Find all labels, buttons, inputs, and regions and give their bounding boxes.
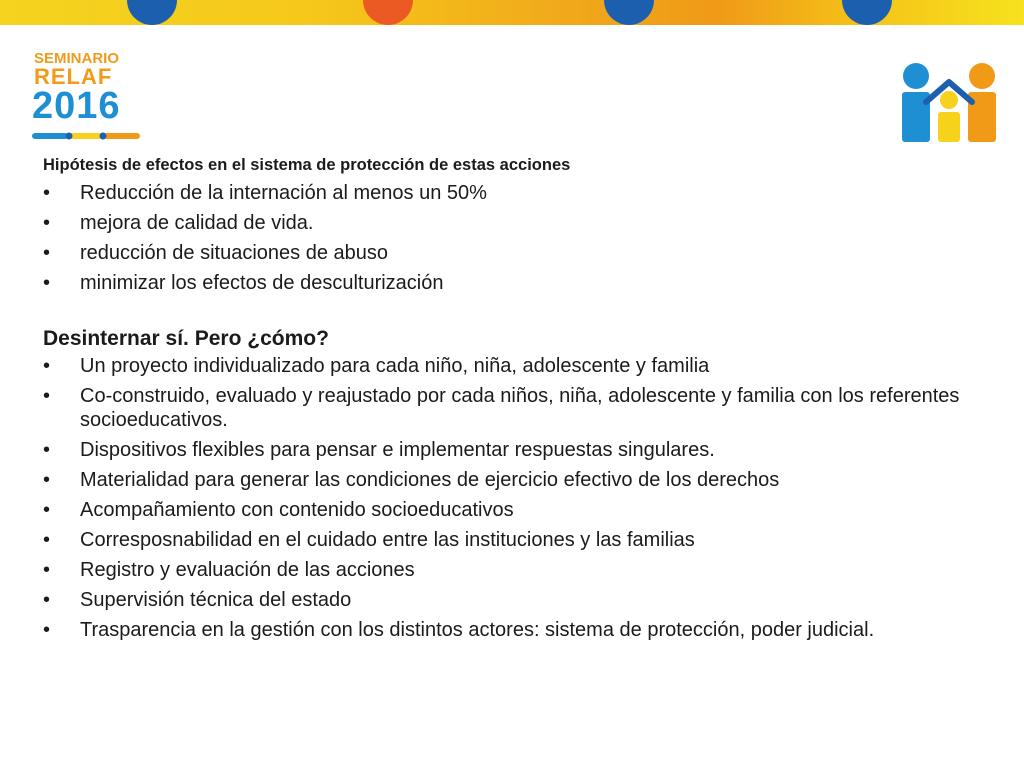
bullet: • — [43, 182, 51, 204]
logo-line-year: 2016 — [32, 85, 121, 127]
list-item — [43, 241, 978, 265]
list-item-text: Materialidad para generar las condiciones de ejercicio efectivo de los derechos — [80, 469, 780, 491]
list-item-text: Registro y evaluación de las acciones — [80, 559, 415, 581]
bullet: • — [43, 589, 51, 611]
list-item-text: Co-construido, evaluado y reajustado por cada niños, niña, adolescente y familia con los referentes socioeducativos. — [80, 385, 960, 431]
list-item-text: Un proyecto individualizado para cada niño, niña, adolescente y familia — [80, 355, 710, 377]
section-heading: Desinternar sí. Pero ¿cómo? — [43, 327, 329, 350]
list-item-text: Trasparencia en la gestión con los distintos actores: sistema de protección, poder judicial. — [80, 619, 875, 641]
bullet: • — [43, 469, 51, 491]
subtitle: Hipótesis de efectos en el sistema de protección de estas acciones — [43, 156, 571, 174]
list-item — [43, 384, 978, 432]
slide-content — [43, 156, 978, 648]
list-item-text: Acompañamiento con contenido socioeducativos — [80, 499, 514, 521]
bullet: • — [43, 439, 51, 461]
bullet: • — [43, 529, 51, 551]
hypothesis-list — [43, 181, 978, 295]
list-item — [43, 211, 978, 235]
bullet: • — [43, 619, 51, 641]
list-item-text: Reducción de la internación al menos un 50% — [80, 182, 487, 204]
bullet: • — [43, 242, 51, 264]
list-item-text: Supervisión técnica del estado — [80, 589, 352, 611]
family-icon — [896, 62, 1000, 144]
bullet: • — [43, 385, 51, 407]
logo-line-relaf: RELAF — [34, 64, 113, 89]
logo-color-bar — [32, 132, 140, 140]
list-item — [43, 558, 978, 582]
list-item — [43, 468, 978, 492]
list-item — [43, 271, 978, 295]
list-item-text: reducción de situaciones de abuso — [80, 242, 388, 264]
list-item-text: minimizar los efectos de desculturización — [80, 272, 444, 294]
list-item — [43, 354, 978, 378]
list-item-text: Corresposnabilidad en el cuidado entre las instituciones y las familias — [80, 529, 695, 551]
bullet: • — [43, 355, 51, 377]
list-item — [43, 618, 978, 642]
bullet: • — [43, 272, 51, 294]
list-item — [43, 588, 978, 612]
bullet: • — [43, 499, 51, 521]
bullet: • — [43, 559, 51, 581]
bullet: • — [43, 212, 51, 234]
how-list — [43, 354, 978, 642]
list-item-text: Dispositivos flexibles para pensar e implementar respuestas singulares. — [80, 439, 715, 461]
seminario-relaf-logo — [30, 50, 142, 145]
list-item — [43, 181, 978, 205]
list-item — [43, 528, 978, 552]
list-item — [43, 498, 978, 522]
list-item — [43, 438, 978, 462]
logo-line-seminario: SEMINARIO — [34, 50, 120, 67]
list-item-text: mejora de calidad de vida. — [80, 212, 314, 234]
